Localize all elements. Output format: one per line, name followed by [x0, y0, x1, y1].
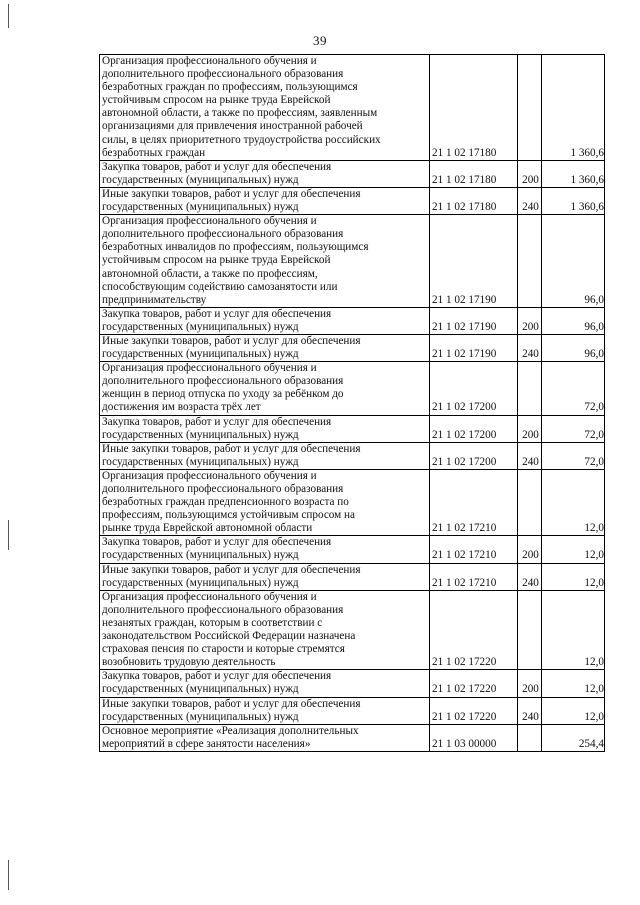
description-line: мероприятий в сфере занятости населения»	[102, 737, 311, 750]
margin-mark	[8, 860, 9, 890]
description-line: безработных граждан по профессиям, пользующимся	[102, 81, 358, 94]
row-description	[100, 160, 430, 187]
target-article-code: 21 1 02 17180	[430, 55, 518, 161]
target-article-code: 21 1 02 17190	[430, 334, 518, 361]
description-line: государственных (муниципальных) нужд	[102, 173, 299, 186]
expense-type-code	[518, 362, 542, 415]
table-row	[100, 307, 605, 334]
table-row	[100, 55, 605, 161]
target-article-code: 21 1 02 17200	[430, 362, 518, 415]
row-description	[100, 670, 430, 697]
amount: 1 360,6	[542, 187, 605, 214]
table-row	[100, 697, 605, 724]
target-article-code: 21 1 02 17210	[430, 563, 518, 590]
expense-type-code	[518, 590, 542, 670]
description-line: силы, в целях приоритетного трудоустройства российских	[102, 133, 381, 146]
description-line: профессиям, пользующимся устойчивым спросом на	[102, 509, 356, 522]
table-row	[100, 415, 605, 442]
description-line: Иные закупки товаров, работ и услуг для обеспечения	[102, 697, 361, 710]
target-article-code: 21 1 02 17210	[430, 469, 518, 535]
description-line: автономной области, а также по профессиям,	[102, 267, 318, 280]
row-description	[100, 187, 430, 214]
description-line: достижения им возраста трёх лет	[102, 401, 261, 414]
table-row	[100, 442, 605, 469]
row-description	[100, 307, 430, 334]
expense-type-code: 200	[518, 160, 542, 187]
description-line: возобновить трудовую деятельность	[102, 656, 276, 669]
description-line: Закупка товаров, работ и услуг для обеспечения	[102, 160, 332, 173]
target-article-code: 21 1 02 17220	[430, 697, 518, 724]
expense-type-code: 200	[518, 536, 542, 563]
row-description	[100, 215, 430, 308]
description-line: дополнительного профессионального образования	[102, 375, 344, 388]
amount: 12,0	[542, 670, 605, 697]
expense-type-code: 240	[518, 187, 542, 214]
description-line: государственных (муниципальных) нужд	[102, 201, 299, 214]
description-line: автономной области, а также по профессиям, заявленным	[102, 107, 378, 120]
description-line: Организация профессионального обучения и	[102, 362, 317, 375]
amount: 12,0	[542, 536, 605, 563]
page-number: 39	[313, 33, 327, 48]
expense-type-code: 200	[518, 415, 542, 442]
description-line: Организация профессионального обучения и	[102, 215, 317, 228]
description-line: организациями для привлечения иностранной рабочей	[102, 120, 363, 133]
table-row	[100, 160, 605, 187]
description-line: безработных граждан предпенсионного возраста по	[102, 496, 349, 509]
expense-type-code	[518, 469, 542, 535]
expense-type-code: 240	[518, 334, 542, 361]
description-line: Иные закупки товаров, работ и услуг для обеспечения	[102, 334, 361, 347]
target-article-code: 21 1 02 17180	[430, 160, 518, 187]
expense-type-code	[518, 55, 542, 161]
description-line: государственных (муниципальных) нужд	[102, 683, 299, 696]
table-row	[100, 362, 605, 415]
row-description	[100, 563, 430, 590]
description-line: дополнительного профессионального образования	[102, 483, 344, 495]
description-line: страховая пенсия по старости и которые стремятся	[102, 643, 345, 656]
table-row	[100, 187, 605, 214]
expense-type-code: 240	[518, 442, 542, 469]
table-row	[100, 670, 605, 697]
amount: 1 360,6	[542, 55, 605, 161]
expense-type-code: 200	[518, 307, 542, 334]
description-line: Основное мероприятие «Реализация дополнительных	[102, 724, 359, 737]
target-article-code: 21 1 02 17220	[430, 670, 518, 697]
target-article-code: 21 1 02 17200	[430, 415, 518, 442]
description-line: безработных граждан	[102, 146, 206, 159]
description-line: Организация профессионального обучения и	[102, 469, 317, 482]
target-article-code: 21 1 02 17220	[430, 590, 518, 670]
margin-mark	[8, 4, 9, 28]
amount: 96,0	[542, 307, 605, 334]
description-line: Организация профессионального обучения и	[102, 590, 317, 603]
description-line: государственных (муниципальных) нужд	[102, 576, 299, 589]
description-line: государственных (муниципальных) нужд	[102, 549, 299, 562]
margin-mark	[8, 520, 9, 550]
amount: 72,0	[542, 415, 605, 442]
description-line: Организация профессионального обучения и	[102, 55, 317, 67]
row-description	[100, 362, 430, 415]
amount: 12,0	[542, 469, 605, 535]
row-description	[100, 55, 430, 161]
description-line: государственных (муниципальных) нужд	[102, 348, 299, 361]
amount: 12,0	[542, 590, 605, 670]
expense-type-code	[518, 724, 542, 751]
row-description	[100, 697, 430, 724]
description-line: дополнительного профессионального образования	[102, 228, 344, 241]
table-row	[100, 724, 605, 751]
table-row	[100, 590, 605, 670]
description-line: дополнительного профессионального образования	[102, 603, 344, 616]
description-line: способствующим содействию самозанятости или	[102, 280, 338, 293]
expense-type-code: 240	[518, 697, 542, 724]
target-article-code: 21 1 02 17210	[430, 536, 518, 563]
row-description	[100, 724, 430, 751]
description-line: рынке труда Еврейской автономной области	[102, 522, 313, 535]
row-description	[100, 469, 430, 535]
expense-type-code	[518, 215, 542, 308]
description-line: Закупка товаров, работ и услуг для обеспечения	[102, 415, 332, 428]
description-line: устойчивым спросом на рынке труда Еврейской	[102, 94, 331, 107]
description-line: Иные закупки товаров, работ и услуг для обеспечения	[102, 563, 361, 576]
row-description	[100, 442, 430, 469]
target-article-code: 21 1 02 17190	[430, 307, 518, 334]
description-line: государственных (муниципальных) нужд	[102, 320, 299, 333]
table-row	[100, 215, 605, 308]
description-line: Иные закупки товаров, работ и услуг для обеспечения	[102, 187, 361, 200]
description-line: государственных (муниципальных) нужд	[102, 710, 299, 723]
description-line: законодательством Российской Федерации назначена	[102, 630, 356, 643]
target-article-code: 21 1 03 00000	[430, 724, 518, 751]
description-line: безработных инвалидов по профессиям, пользующимся	[102, 241, 369, 254]
amount: 1 360,6	[542, 160, 605, 187]
target-article-code: 21 1 02 17180	[430, 187, 518, 214]
row-description	[100, 334, 430, 361]
row-description	[100, 536, 430, 563]
description-line: дополнительного профессионального образования	[102, 68, 344, 81]
table-body	[100, 55, 605, 752]
expense-type-code: 240	[518, 563, 542, 590]
table-row	[100, 469, 605, 535]
row-description	[100, 590, 430, 670]
description-line: незанятых граждан, которым в соответствии с	[102, 616, 323, 629]
description-line: устойчивым спросом на рынке труда Еврейской	[102, 254, 331, 267]
description-line: Закупка товаров, работ и услуг для обеспечения	[102, 307, 332, 320]
table-row	[100, 334, 605, 361]
amount: 12,0	[542, 697, 605, 724]
budget-table	[99, 54, 605, 752]
description-line: государственных (муниципальных) нужд	[102, 455, 299, 468]
row-description	[100, 415, 430, 442]
amount: 254,4	[542, 724, 605, 751]
description-line: государственных (муниципальных) нужд	[102, 428, 299, 441]
description-line: женщин в период отпуска по уходу за ребёнком до	[102, 388, 344, 401]
amount: 72,0	[542, 442, 605, 469]
target-article-code: 21 1 02 17200	[430, 442, 518, 469]
target-article-code: 21 1 02 17190	[430, 215, 518, 308]
description-line: предпринимательству	[102, 293, 207, 306]
table-row	[100, 536, 605, 563]
amount: 96,0	[542, 215, 605, 308]
expense-type-code: 200	[518, 670, 542, 697]
amount: 96,0	[542, 334, 605, 361]
amount: 12,0	[542, 563, 605, 590]
table-row	[100, 563, 605, 590]
description-line: Закупка товаров, работ и услуг для обеспечения	[102, 536, 332, 549]
amount: 72,0	[542, 362, 605, 415]
description-line: Закупка товаров, работ и услуг для обеспечения	[102, 670, 332, 683]
description-line: Иные закупки товаров, работ и услуг для обеспечения	[102, 442, 361, 455]
